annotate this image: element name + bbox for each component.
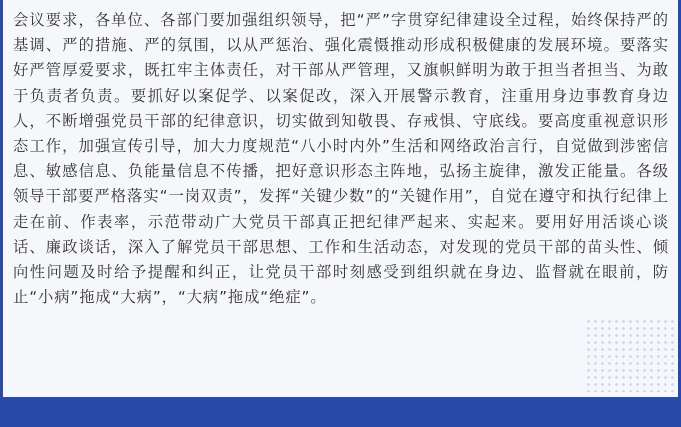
- footer-bar: [0, 397, 681, 427]
- left-border: [0, 0, 3, 397]
- article-paragraph: 会议要求，各单位、各部门要加强组织领导，把“严”字贯穿纪律建设全过程，始终保持严的基调、严的措施、严的氛围，以从严惩治、强化震慑推动形成积极健康的发展环境。要落实好严管厚爱要求，既扛牢主体责任，对干部从严管理，又旗帜鲜明为敢于担当者担当、为敢于负责者负责。要抓好以案促学、以案促改，深入开展警示教育，注重用身边事教育身边人，不断增强党员干部的纪律意识，切实做到知敬畏、存戒惧、守底线。要高度重视意识形态工作，加强宣传引导，加大力度规范“八小时内外”生活和网络政治言行，自觉做到涉密信息、敏感信息、负能量信息不传播，把好意识形态主阵地，弘扬主旋律，激发正能量。各级领导干部要严格落实“一岗双责”，发挥“关键少数”的“关键作用”，自觉在遵守和执行纪律上走在前、作表率，示范带动广大党员干部真正把纪律严起来、实起来。要用好用活谈心谈话、廉政谈话，深入了解党员干部思想、工作和生活动态，对发现的党员干部的苗头性、倾向性问题及时给予提醒和纠正，让党员干部时刻感受到组织就在身边、监督就在眼前，防止“小病”拖成“大病”，“大病”拖成“绝症”。: [13, 11, 669, 307]
- dot-pattern-decoration: [585, 318, 675, 392]
